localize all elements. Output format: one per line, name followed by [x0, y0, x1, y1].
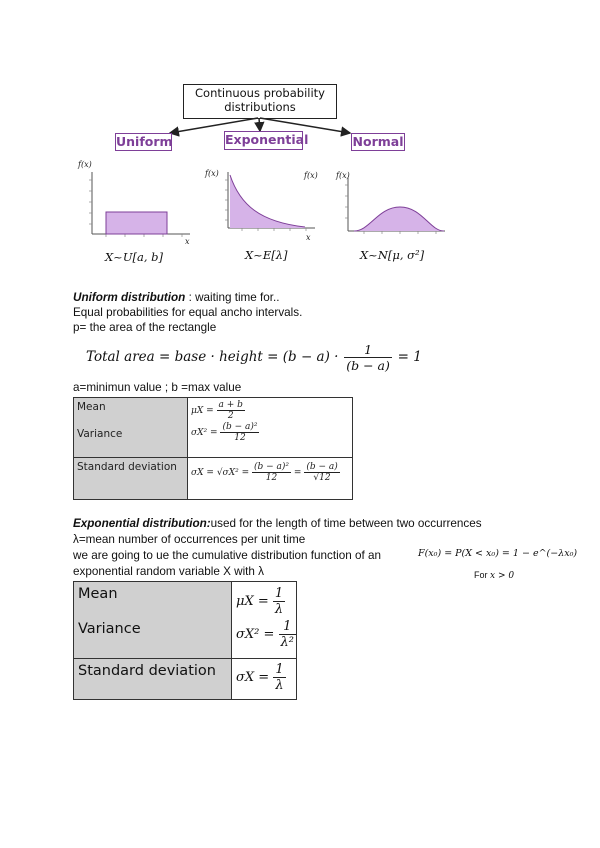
uniform-heading: Uniform distribution: [73, 291, 186, 304]
exp-sd-label: Standard deviation: [78, 663, 216, 679]
exp-mean-frac: [273, 586, 285, 617]
root-label-line2: distributions: [224, 100, 296, 114]
exp-sd-cell: [232, 659, 297, 700]
uniform-sd-cell: [188, 458, 353, 500]
formula-lhs: Total area = base · height = (b − a) ·: [86, 349, 339, 366]
plot-normal-caption: X~N[μ, σ²]: [360, 248, 425, 262]
uniform-mean-frac: [217, 400, 245, 421]
plot-exponential: [220, 170, 320, 240]
formula-rhs: = 1: [397, 349, 422, 366]
plot-normal-ylabel: f(x): [336, 171, 350, 180]
exponential-stats-table: [73, 581, 297, 700]
plot-uniform: [82, 168, 192, 248]
exponential-heading-rest: used for the length of time between two occurrences: [210, 517, 482, 530]
uniform-mean-den: 2: [227, 411, 234, 421]
plot-uniform-ylabel: f(x): [78, 160, 92, 169]
uniform-sd-frac1: [252, 462, 291, 483]
uniform-values-cell: [188, 398, 353, 458]
uniform-sd-label-cell: [74, 458, 188, 500]
uniform-mean-label: Mean: [77, 401, 106, 413]
exponential-line2: λ=mean number of occurrences per unit time: [73, 533, 306, 546]
plot-exponential-caption: X~E[λ]: [245, 248, 288, 262]
plot-uniform-xlabel: x: [185, 237, 190, 246]
table-row: [74, 398, 353, 458]
exponential-cdf-condition: [474, 570, 514, 581]
uniform-sd-den2: √12: [313, 473, 331, 483]
uniform-variance-label: Variance: [77, 428, 123, 440]
category-normal: Normal: [352, 134, 404, 149]
tree-arrows: [0, 0, 600, 140]
uniform-sd-den1: 12: [265, 473, 278, 483]
exp-values-cell: [232, 582, 297, 659]
uniform-mean-formula: [191, 400, 352, 421]
exp-variance-label: Variance: [78, 621, 141, 637]
uniform-line3: p= the area of the rectangle: [73, 321, 217, 334]
uniform-var-num: (b − a)²: [222, 422, 258, 432]
uniform-note: a=minimun value ; b =max value: [73, 381, 242, 394]
exp-var-frac: [279, 619, 296, 650]
uniform-mean-num: a + b: [218, 400, 243, 410]
plot-exponential-xlabel: x: [306, 233, 311, 242]
table-row: [74, 458, 353, 500]
exp-sd-lhs: σX =: [236, 670, 270, 685]
uniform-var-lhs: σX² =: [191, 428, 218, 438]
plot-exponential-ylabel: f(x): [205, 169, 219, 178]
formula-fraction: [344, 342, 392, 373]
uniform-sd-formula: [191, 462, 352, 483]
exp-labels-cell: [74, 582, 232, 659]
uniform-sd-eq: =: [293, 468, 302, 478]
category-exponential: Exponential: [224, 131, 303, 150]
uniform-var-frac: [220, 422, 259, 443]
plot-exponential-area: [230, 175, 305, 228]
uniform-labels-cell: [74, 398, 188, 458]
category-uniform: Uniform: [116, 134, 173, 149]
plot-uniform-caption: X~U[a, b]: [105, 250, 164, 264]
uniform-mean-lhs: μX =: [191, 406, 214, 416]
plot-normal-area: [354, 207, 444, 231]
exp-sd-num: 1: [275, 662, 284, 677]
exp-mean-label: Mean: [78, 586, 118, 602]
uniform-sd-lhs: σX = √σX² =: [191, 468, 250, 478]
root-label-line1: Continuous probability: [195, 86, 325, 100]
exponential-line4: exponential random variable X with λ: [73, 565, 265, 578]
exp-sd-label-cell: [74, 659, 232, 700]
uniform-area-formula: [86, 342, 422, 373]
exp-var-formula: [236, 619, 296, 650]
table-row: [74, 582, 297, 659]
uniform-line2: Equal probabilities for equal ancho intervals.: [73, 306, 303, 319]
uniform-sd-label: Standard deviation: [77, 461, 177, 473]
exp-mean-num: 1: [274, 586, 284, 601]
exponential-line3: we are going to ue the cumulative distribution function of an: [73, 549, 381, 562]
exp-sd-den: λ: [275, 678, 284, 693]
exponential-heading: Exponential distribution:: [73, 517, 211, 530]
exp-mean-den: λ: [274, 602, 284, 617]
arrow-to-exponential: [259, 118, 260, 131]
uniform-sd-frac2: [304, 462, 339, 483]
plot-uniform-rectangle: [106, 212, 167, 234]
uniform-var-formula: [191, 422, 352, 443]
table-row: [74, 659, 297, 700]
exp-var-num: 1: [279, 619, 296, 635]
exp-mean-lhs: μX =: [236, 594, 269, 609]
exponential-cdf: F(x₀) = P(X < x₀) = 1 − e^(−λx₀): [418, 548, 578, 559]
cdf-cond-math: x > 0: [490, 571, 515, 581]
uniform-sd-num1: (b − a)²: [253, 462, 290, 472]
exponential-heading-line: [73, 516, 482, 531]
exp-var-den: λ²: [280, 635, 294, 650]
exp-mean-formula: [236, 586, 296, 617]
formula-num: 1: [344, 342, 392, 358]
plot-normal: [340, 175, 450, 240]
exp-sd-frac: [273, 662, 285, 693]
cdf-cond-text: For: [474, 570, 488, 580]
uniform-heading-rest: : waiting time for..: [185, 291, 280, 304]
exp-var-lhs: σX² =: [236, 627, 275, 642]
uniform-sd-num2: (b − a): [306, 462, 338, 472]
uniform-heading-line: [73, 290, 280, 305]
exp-sd-formula: [236, 662, 296, 693]
uniform-stats-table: [73, 397, 353, 500]
formula-den: (b − a): [346, 358, 390, 373]
plot-exponential-ylabel-2: f(x): [304, 171, 318, 180]
uniform-var-den: 12: [234, 433, 246, 443]
